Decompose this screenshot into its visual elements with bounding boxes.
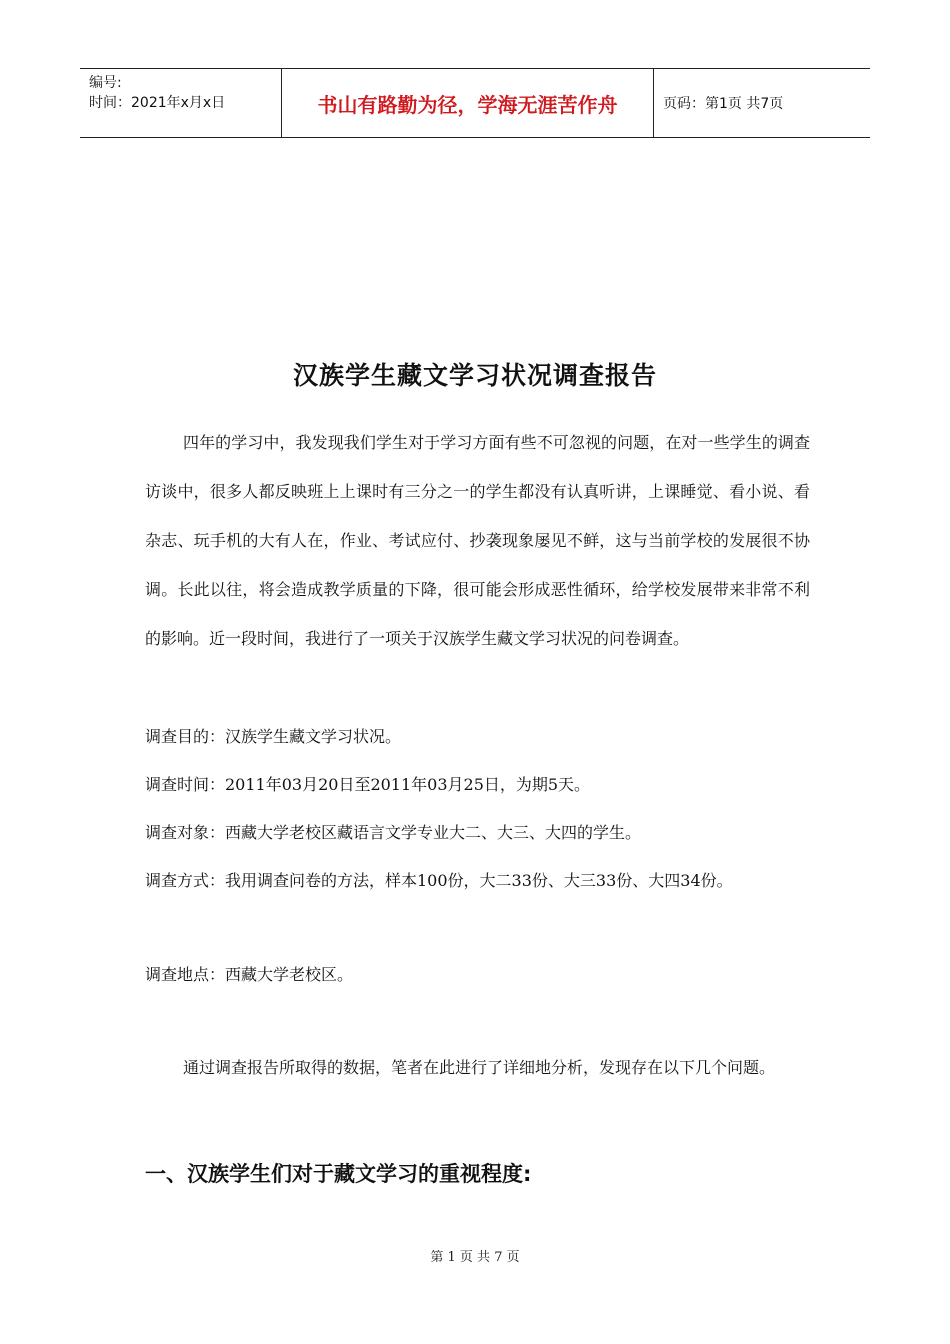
document-title: 汉族学生藏文学习状况调查报告: [292, 361, 657, 390]
survey-location: 调查地点：西藏大学老校区。: [145, 965, 354, 984]
analysis-paragraph: 通过调查报告所取得的数据，笔者在此进行了详细地分析，发现存在以下几个问题。: [183, 1058, 776, 1077]
intro-paragraph: 四年的学习中，我发现我们学生对于学习方面有些不可忽视的问题，在对一些学生的调查访谈中，很多人都反映班上上课时有三分之一的学生都没有认真听讲，上课睡觉、看小说、看杂志、玩手机的大有人在，作业、考试应付、抄袭现象屡见不鲜，这与当前学校的发展很不协调。长此以往，将会造成教学质量的下降，很可能会形成恶性循环，给学校发展带来非常不利的影响。近一段时间，我进行了一项关于汉族学生藏文学习状况的问卷调查。: [145, 433, 810, 648]
document-date: 时间：2021年x月x日: [89, 95, 226, 111]
header-motto: 书山有路勤为径，学海无涯苦作舟: [281, 69, 654, 137]
page-footer: 第 1 页 共 7 页: [430, 1250, 520, 1265]
survey-purpose: 调查目的：汉族学生藏文学习状况。: [145, 727, 402, 746]
section-heading-1: 一、汉族学生们对于藏文学习的重视程度:: [145, 1162, 532, 1186]
header-page-info: 页码：第1页 共7页: [663, 96, 784, 112]
document-number-label: 编号:: [89, 75, 122, 91]
survey-target: 调查对象：西藏大学老校区藏语言文学专业大二、大三、大四的学生。: [145, 823, 642, 842]
survey-method: 调查方式：我用调查问卷的方法，样本100份，大二33份、大三33份、大四34份。: [145, 871, 733, 890]
survey-time: 调查时间：2011年03月20日至2011年03月25日，为期5天。: [145, 775, 591, 794]
header-meta: [80, 69, 281, 137]
page-header: [80, 68, 870, 138]
